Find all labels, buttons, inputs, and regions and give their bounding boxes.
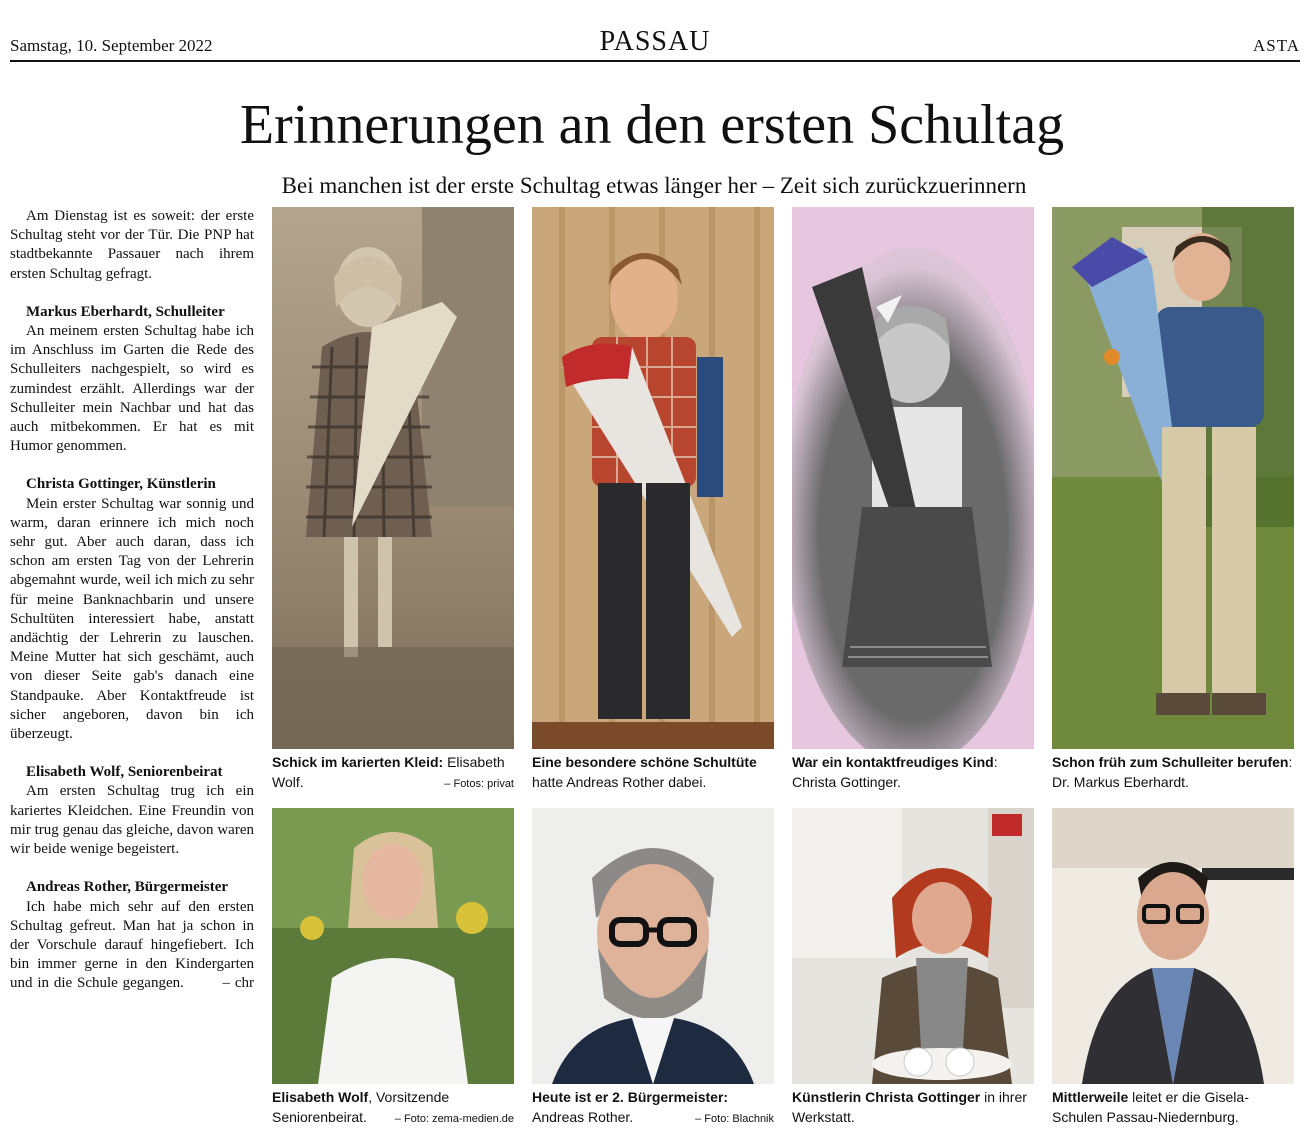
photo-andreas-today xyxy=(532,808,774,1084)
photo-christa-today xyxy=(792,808,1034,1084)
caption-photo-3 xyxy=(792,752,1034,792)
caption-3-text: : Christa Gottinger. xyxy=(792,754,998,790)
quote-eberhardt: An meinem ersten Schultag habe ich im Anschluss im Garten die Rede des Schulleiters nachgespielt, so wird es zumindest erzählt. Allerdings war der Schulleiter mein Nachbar und hat das auch mitbekommen. Er hat es mit Humor genommen. xyxy=(10,323,254,455)
credit-6: – Foto: Blachnik xyxy=(695,1113,774,1125)
photo-elisabeth-child xyxy=(272,207,514,749)
section-name: PASSAU xyxy=(599,26,711,57)
caption-photo-6 xyxy=(532,1087,774,1129)
caption-7-text: in ihrer Werkstatt. xyxy=(792,1089,1027,1125)
quote-wolf: Am ersten Schultag trug ich ein kariertes Kleidchen. Eine Freundin von mir trug genau das gleiche, davon waren wir beide wenige begeistert. xyxy=(10,783,254,858)
caption-6-bold: Heute ist er 2. Bürgermeister: xyxy=(532,1089,729,1105)
section-code: ASTA xyxy=(1252,36,1300,55)
article-lead: Am Dienstag ist es soweit: der erste Schultag steht vor der Tür. Die PNP hat stadtbekannte Passauer nach ihrem ersten Schultag gefragt. xyxy=(10,208,254,282)
byline-gottinger: Christa Gottinger, Künstlerin xyxy=(26,476,216,493)
caption-photo-8 xyxy=(1052,1087,1294,1127)
caption-3-bold: War ein kontaktfreudiges Kind xyxy=(792,754,994,770)
photo-markus-today xyxy=(1052,808,1294,1084)
caption-4-text: : Dr. Markus Eberhardt. xyxy=(1052,754,1293,790)
caption-6-text: Andreas Rother. xyxy=(532,1109,634,1125)
author-initials: – chr xyxy=(222,975,255,992)
caption-8-text: leitet er die Gisela-Schulen Passau-Niedernburg. xyxy=(1052,1089,1249,1125)
caption-photo-5 xyxy=(272,1087,514,1129)
caption-7-bold: Künstlerin Christa Gottinger xyxy=(792,1089,981,1105)
caption-5-bold: Elisabeth Wolf xyxy=(272,1089,369,1105)
issue-date: Samstag, 10. September 2022 xyxy=(10,36,213,55)
caption-1-text: Elisabeth Wolf. xyxy=(272,754,505,790)
caption-photo-1 xyxy=(272,752,514,794)
credit-5: – Foto: zema-medien.de xyxy=(394,1113,514,1125)
byline-eberhardt: Markus Eberhardt, Schulleiter xyxy=(26,303,225,320)
caption-photo-2 xyxy=(532,752,774,792)
caption-8-bold: Mittlerweile xyxy=(1052,1089,1129,1105)
quote-rother xyxy=(10,898,254,994)
quote-gottinger: Mein erster Schultag war sonnig und warm, daran erinnere ich mich noch sehr gut. Aber auch daran, dass ich schon am ersten Tag von der Lehrerin abgemahnt wurde, weil ich mich zu sehr für meine Banknachbarin und unsere Schultüten interessiert habe, anstatt andächtig der Lehrerin zu lauschen. Meine Mutter hat sich geschämt, auch von dieser Seite gab's danach eine Standpauke. Aber Kontaktfreude ist sicher angeboren, davon bin ich überzeugt. xyxy=(10,495,254,743)
caption-5-text: , Vorsitzende Seniorenbeirat. xyxy=(272,1089,450,1125)
masthead xyxy=(10,26,1300,62)
photo-andreas-child xyxy=(532,207,774,749)
caption-4-bold: Schon früh zum Schulleiter berufen xyxy=(1052,754,1289,770)
caption-photo-7 xyxy=(792,1087,1034,1127)
photo-markus-child xyxy=(1052,207,1294,749)
article-column xyxy=(10,207,254,994)
caption-1-bold: Schick im karierten Kleid: xyxy=(272,754,444,770)
caption-2-bold: Eine besondere schöne Schultüte xyxy=(532,754,757,770)
subheadline: Bei manchen ist der erste Schultag etwas länger her – Zeit sich zurückzuerinnern xyxy=(281,173,1027,198)
quote-rother-text: Ich habe mich sehr auf den ersten Schultag gefreut. Man hat ja schon in der Vorschule darauf hingefiebert. Ich bin immer gerne in den Kindergarten und in die Schule gegangen. xyxy=(10,898,254,992)
credit-1: – Fotos: privat xyxy=(444,778,514,790)
headline: Erinnerungen an den ersten Schultag xyxy=(239,94,1065,156)
photo-christa-child xyxy=(792,207,1034,749)
caption-photo-4 xyxy=(1052,752,1294,792)
byline-rother: Andreas Rother, Bürgermeister xyxy=(26,879,229,896)
caption-2-text: hatte Andreas Rother dabei. xyxy=(532,774,707,790)
photo-elisabeth-today xyxy=(272,808,514,1084)
byline-wolf: Elisabeth Wolf, Seniorenbeirat xyxy=(26,764,223,781)
